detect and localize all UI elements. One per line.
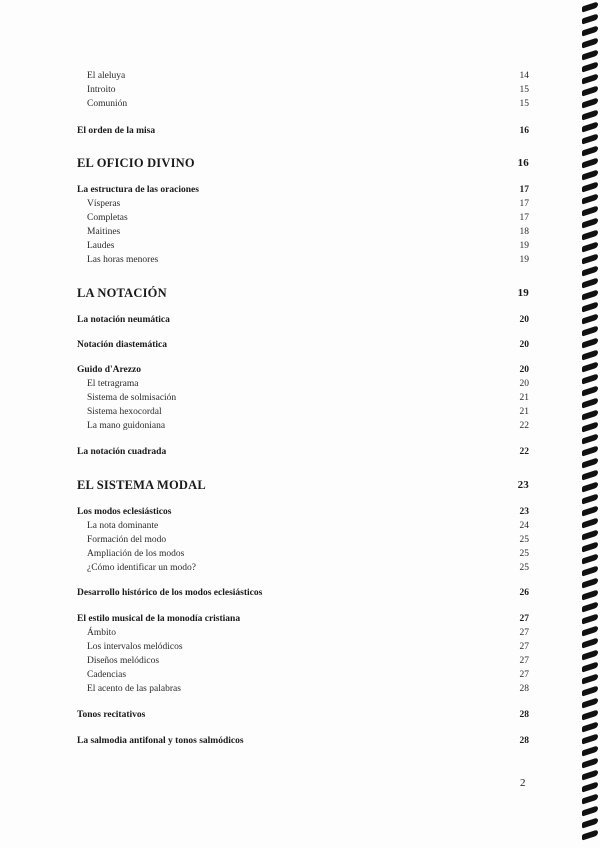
- toc-section-title: Tonos recitativos: [77, 710, 146, 720]
- toc-section: [77, 445, 529, 459]
- toc-entry: [77, 405, 529, 419]
- toc-entry-page: 27: [519, 642, 529, 652]
- toc-entry-page: 25: [519, 563, 529, 573]
- toc-entry-title: Ámbito: [87, 628, 117, 638]
- binding-ring: [582, 277, 598, 288]
- binding-ring: [582, 313, 598, 324]
- binding-ring: [582, 37, 598, 48]
- toc-entry-page: 19: [519, 241, 529, 251]
- toc-chapter-title: LA NOTACIÓN: [77, 286, 167, 300]
- toc-section-title: La notación neumática: [77, 315, 170, 325]
- binding-ring: [582, 265, 598, 276]
- toc-entry: [77, 197, 529, 211]
- binding-ring: [582, 397, 598, 408]
- binding-ring: [582, 757, 598, 768]
- binding-ring: [582, 181, 598, 192]
- binding-ring: [582, 193, 598, 204]
- toc-entry-page: 25: [519, 535, 529, 545]
- binding-ring: [582, 613, 598, 624]
- toc-section: [77, 612, 529, 626]
- binding-ring: [582, 805, 598, 816]
- toc-entry-page: 17: [519, 199, 529, 209]
- toc-section-title: La salmodia antifonal y tonos salmódicos: [77, 736, 244, 746]
- binding-ring: [582, 445, 598, 456]
- toc-entry-page: 21: [519, 407, 529, 417]
- toc-entry-title: Formación del modo: [87, 535, 167, 545]
- binding-ring: [582, 1, 598, 12]
- toc-entry: [77, 253, 529, 267]
- binding-ring: [582, 793, 598, 804]
- binding-ring: [582, 589, 598, 600]
- toc-section: [77, 338, 529, 352]
- toc-entry-page: 27: [519, 628, 529, 638]
- binding-ring: [582, 337, 598, 348]
- binding-ring: [582, 673, 598, 684]
- toc-entry-title: ¿Cómo identificar un modo?: [87, 563, 196, 573]
- binding-ring: [582, 625, 598, 636]
- toc-entry: [77, 69, 529, 83]
- binding-ring: [582, 553, 598, 564]
- toc-entry: [77, 533, 529, 547]
- toc-entry-page: 19: [519, 255, 529, 265]
- binding-ring: [582, 829, 598, 840]
- binding-ring: [582, 601, 598, 612]
- binding-ring: [582, 109, 598, 120]
- binding-ring: [582, 121, 598, 132]
- toc-section-title: La notación cuadrada: [77, 447, 167, 457]
- toc-section-page: 17: [519, 185, 529, 195]
- toc-section: [77, 505, 529, 519]
- toc-entry-title: Laudes: [87, 241, 115, 251]
- toc-entry-page: 18: [519, 227, 529, 237]
- binding-ring: [582, 481, 598, 492]
- binding-ring: [582, 649, 598, 660]
- toc-entry-title: Maitines: [87, 227, 121, 237]
- toc-section-title: Los modos eclesiásticos: [77, 507, 172, 517]
- toc-entry: [77, 561, 529, 575]
- toc-section-page: 20: [519, 365, 529, 375]
- toc-entry-title: Completas: [87, 213, 128, 223]
- toc-entry-page: 15: [519, 99, 529, 109]
- binding-ring: [582, 205, 598, 216]
- toc-entry-page: 15: [519, 85, 529, 95]
- toc-entry-title: Introito: [87, 85, 116, 95]
- toc-entry: [77, 547, 529, 561]
- toc-chapter: [77, 285, 529, 301]
- binding-ring: [582, 517, 598, 528]
- toc-entry-title: Ampliación de los modos: [87, 549, 185, 559]
- toc-entry-page: 27: [519, 656, 529, 666]
- toc-entry: [77, 419, 529, 433]
- toc-entry-title: Sistema hexocordal: [87, 407, 162, 417]
- toc-entry: [77, 211, 529, 225]
- toc-chapter-title: EL OFICIO DIVINO: [77, 156, 195, 170]
- toc-entry: [77, 225, 529, 239]
- toc-chapter: [77, 477, 529, 493]
- binding-ring: [582, 769, 598, 780]
- binding-ring: [582, 301, 598, 312]
- binding-ring: [582, 685, 598, 696]
- toc-entry-title: El tetragrama: [87, 379, 139, 389]
- toc-entry-page: 25: [519, 549, 529, 559]
- toc-entry-page: 28: [519, 684, 529, 694]
- toc-section-page: 28: [519, 736, 529, 746]
- toc-entry: [77, 682, 529, 696]
- toc-entry: [77, 83, 529, 97]
- binding-ring: [582, 49, 598, 60]
- binding-ring: [582, 457, 598, 468]
- toc-entry: [77, 239, 529, 253]
- binding-ring: [582, 817, 598, 828]
- toc-entry: [77, 668, 529, 682]
- binding-ring: [582, 289, 598, 300]
- binding-ring: [582, 541, 598, 552]
- toc-entry-title: Los intervalos melódicos: [87, 642, 183, 652]
- toc-entry: [77, 654, 529, 668]
- toc-section: [77, 313, 529, 327]
- toc-entry: [77, 640, 529, 654]
- toc-section-page: 27: [519, 614, 529, 624]
- toc-chapter-page: 23: [517, 479, 529, 491]
- toc-section-title: La estructura de las oraciones: [77, 185, 199, 195]
- binding-ring: [582, 241, 598, 252]
- binding-ring: [582, 13, 598, 24]
- toc-entry: [77, 519, 529, 533]
- binding-ring: [582, 373, 598, 384]
- toc-entry: [77, 97, 529, 111]
- toc-section-page: 26: [519, 588, 529, 598]
- toc-section-page: 20: [519, 340, 529, 350]
- toc-chapter-page: 16: [517, 157, 529, 169]
- toc-section-page: 20: [519, 315, 529, 325]
- toc-entry-title: Comunión: [87, 99, 128, 109]
- binding-ring: [582, 421, 598, 432]
- binding-ring: [582, 709, 598, 720]
- binding-ring: [582, 169, 598, 180]
- toc-section: [77, 708, 529, 722]
- binding-ring: [582, 781, 598, 792]
- toc-entry-page: 17: [519, 213, 529, 223]
- toc-section-page: 28: [519, 710, 529, 720]
- page-number: 2: [520, 777, 526, 789]
- binding-ring: [582, 577, 598, 588]
- toc-entry: [77, 377, 529, 391]
- binding-ring: [582, 325, 598, 336]
- binding-ring: [582, 253, 598, 264]
- toc-entry-page: 27: [519, 670, 529, 680]
- toc-section-page: 23: [519, 507, 529, 517]
- binding-ring: [582, 229, 598, 240]
- binding-ring: [582, 133, 598, 144]
- toc-section: [77, 586, 529, 600]
- toc-section-page: 22: [519, 447, 529, 457]
- toc-entry-page: 20: [519, 379, 529, 389]
- binding-ring: [582, 529, 598, 540]
- toc-section: [77, 124, 529, 138]
- toc-chapter-page: 19: [517, 287, 529, 299]
- toc-section: [77, 734, 529, 748]
- toc-entry-page: 22: [519, 421, 529, 431]
- binding-ring: [582, 97, 598, 108]
- toc-section: [77, 363, 529, 377]
- toc-section: [77, 183, 529, 197]
- spiral-binding: [578, 0, 600, 848]
- binding-ring: [582, 493, 598, 504]
- binding-ring: [582, 217, 598, 228]
- binding-ring: [582, 385, 598, 396]
- binding-ring: [582, 73, 598, 84]
- toc-entry-title: Vísperas: [87, 199, 121, 209]
- toc-entry-title: Sistema de solmisación: [87, 393, 177, 403]
- binding-ring: [582, 745, 598, 756]
- binding-ring: [582, 349, 598, 360]
- toc-entry-title: El acento de las palabras: [87, 684, 181, 694]
- binding-ring: [582, 409, 598, 420]
- binding-ring: [582, 565, 598, 576]
- binding-ring: [582, 721, 598, 732]
- toc-entry-title: Cadencias: [87, 670, 127, 680]
- toc-entry: [77, 391, 529, 405]
- toc-entry-page: 14: [519, 71, 529, 81]
- toc-entry-page: 21: [519, 393, 529, 403]
- toc-entry-page: 24: [519, 521, 529, 531]
- binding-ring: [582, 61, 598, 72]
- binding-ring: [582, 433, 598, 444]
- toc-entry-title: La nota dominante: [87, 521, 159, 531]
- binding-ring: [582, 733, 598, 744]
- toc-entry-title: Las horas menores: [87, 255, 159, 265]
- binding-ring: [582, 157, 598, 168]
- binding-ring: [582, 661, 598, 672]
- toc-section-title: El orden de la misa: [77, 126, 156, 136]
- binding-ring: [582, 637, 598, 648]
- toc-entry: [77, 626, 529, 640]
- toc-section-title: Guido d'Arezzo: [77, 365, 141, 375]
- toc-section-title: Notación diastemática: [77, 340, 167, 350]
- binding-ring: [582, 145, 598, 156]
- toc-entry-title: La mano guidoniana: [87, 421, 166, 431]
- binding-ring: [582, 469, 598, 480]
- binding-ring: [582, 505, 598, 516]
- binding-ring: [582, 697, 598, 708]
- toc-entry-title: Diseños melódicos: [87, 656, 160, 666]
- toc-chapter: [77, 155, 529, 171]
- binding-ring: [582, 25, 598, 36]
- toc-section-title: El estilo musical de la monodía cristiana: [77, 614, 241, 624]
- toc-entry-title: El aleluya: [87, 71, 126, 81]
- toc-section-title: Desarrollo histórico de los modos eclesiásticos: [77, 588, 263, 598]
- toc-chapter-title: EL SISTEMA MODAL: [77, 478, 206, 492]
- binding-ring: [582, 361, 598, 372]
- toc-section-page: 16: [519, 126, 529, 136]
- binding-ring: [582, 85, 598, 96]
